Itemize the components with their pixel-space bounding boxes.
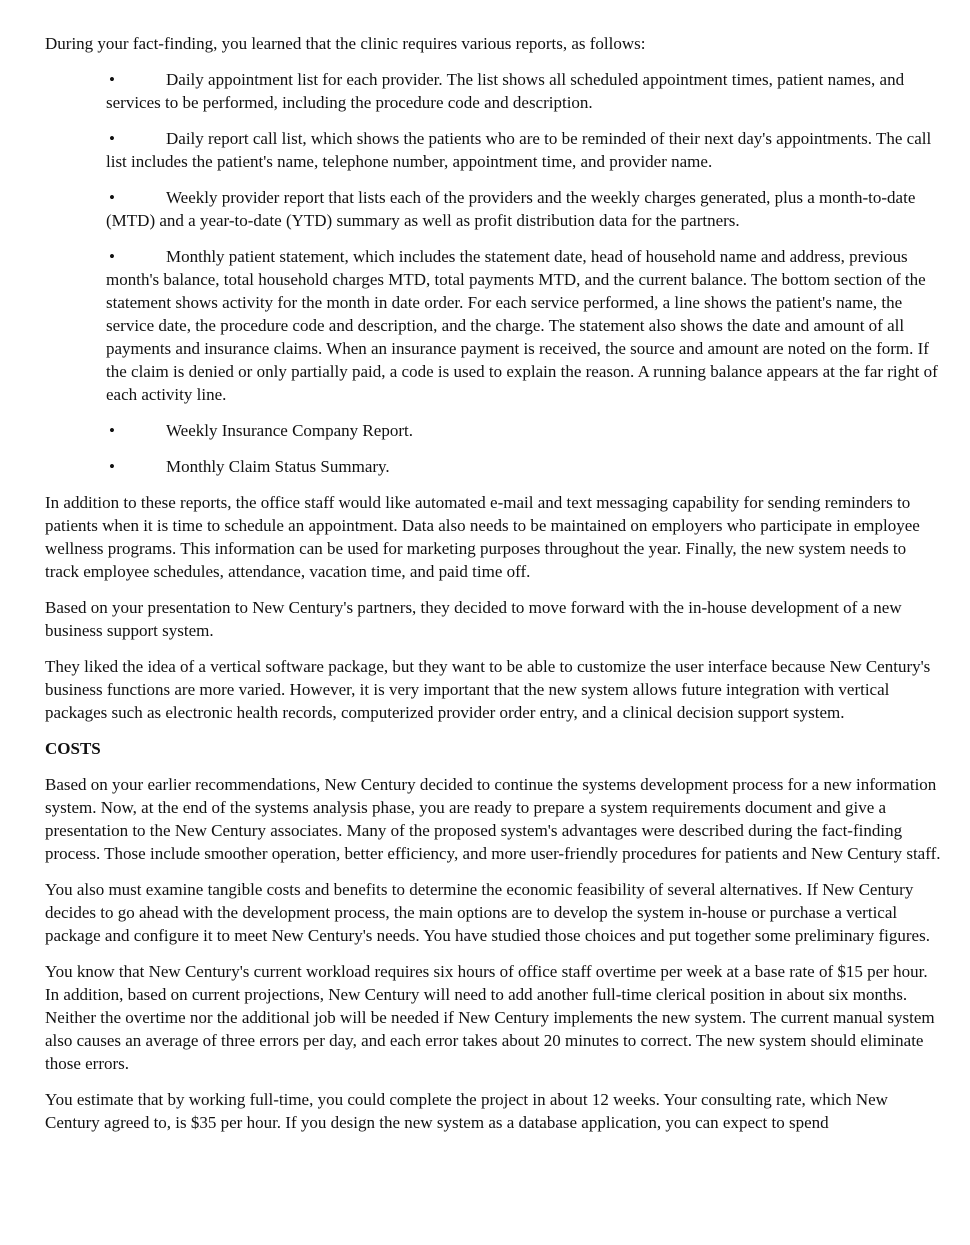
bullet-icon: • (109, 421, 115, 440)
report-item-text: Daily report call list, which shows the patients who are to be reminded of their next day's appointments. The call list includes the patient's name, telephone number, appointment time, and provider name. (106, 129, 932, 171)
report-list-item (106, 127, 944, 173)
report-list (45, 68, 944, 478)
body-paragraph: In addition to these reports, the office staff would like automated e-mail and text messaging capability for sending reminders to patients when it is time to schedule an appointment. Data also needs to be maintained on employers who participate in employee wellness programs. This information can be used for marketing purposes throughout the year. Finally, the new system needs to track employee schedules, attendance, vacation time, and paid time off. (45, 493, 920, 581)
body-paragraph: Based on your earlier recommendations, New Century decided to continue the systems development process for a new information system. Now, at the end of the systems analysis phase, you are ready to prepare a system requirements document and give a presentation to the New Century associates. Many of the proposed system's advantages were described during the fact-finding process. Those include smoother operation, better efficiency, and more user-friendly procedures for patients and New Century staff. (45, 775, 941, 863)
bullet-icon: • (109, 188, 115, 207)
report-list-item (106, 186, 944, 232)
body-paragraph: You estimate that by working full-time, you could complete the project in about 12 weeks. Your consulting rate, which New Century agreed to, is $35 per hour. If you design the new system as a database application, you can expect to spend (45, 1090, 888, 1132)
section-heading-costs: COSTS (45, 739, 101, 758)
bullet-icon: • (109, 129, 115, 148)
report-item-text: Weekly Insurance Company Report. (166, 421, 413, 440)
report-list-item (106, 455, 944, 478)
report-list-item (106, 245, 944, 406)
report-list-item (106, 419, 944, 442)
report-item-text: Monthly Claim Status Summary. (166, 457, 390, 476)
body-paragraph: Based on your presentation to New Century's partners, they decided to move forward with the in-house development of a new business support system. (45, 598, 902, 640)
report-item-text: Daily appointment list for each provider. The list shows all scheduled appointment times, patient names, and services to be performed, including the procedure code and description. (106, 70, 905, 112)
report-item-text: Monthly patient statement, which includes the statement date, head of household name and address, previous month's balance, total household charges MTD, total payments MTD, and the current balance. The bottom section of the statement shows activity for the month in date order. For each service performed, a line shows the patient's name, the service date, the procedure code and description, and the charge. The statement also shows the date and amount of all payments and insurance claims. When an insurance payment is received, the source and amount are noted on the form. If the claim is denied or only partially paid, a code is used to explain the reason. A running balance appears at the far right of each activity line. (106, 247, 938, 404)
intro-paragraph: During your fact-finding, you learned that the clinic requires various reports, as follows: (45, 34, 646, 53)
body-paragraph: You know that New Century's current workload requires six hours of office staff overtime per week at a base rate of $15 per hour. In addition, based on current projections, New Century will need to add another full-time clerical position in about six months. Neither the overtime nor the additional job will be needed if New Century implements the new system. The current manual system also causes an average of three errors per day, and each error takes about 20 minutes to correct. The new system should eliminate those errors. (45, 962, 935, 1073)
report-item-text: Weekly provider report that lists each of the providers and the weekly charges generated, plus a month-to-date (MTD) and a year-to-date (YTD) summary as well as profit distribution data for the partners. (106, 188, 916, 230)
bullet-icon: • (109, 70, 115, 89)
report-list-item (106, 68, 944, 114)
bullet-icon: • (109, 457, 115, 476)
bullet-icon: • (109, 247, 115, 266)
body-paragraph: They liked the idea of a vertical software package, but they want to be able to customize the user interface because New Century's business functions are more varied. However, it is very important that the new system allows future integration with vertical packages such as electronic health records, computerized provider order entry, and a clinical decision support system. (45, 657, 931, 722)
body-paragraph: You also must examine tangible costs and benefits to determine the economic feasibility of several alternatives. If New Century decides to go ahead with the development process, the main options are to develop the system in-house or purchase a vertical package and configure it to meet New Century's needs. You have studied those choices and put together some preliminary figures. (45, 880, 930, 945)
